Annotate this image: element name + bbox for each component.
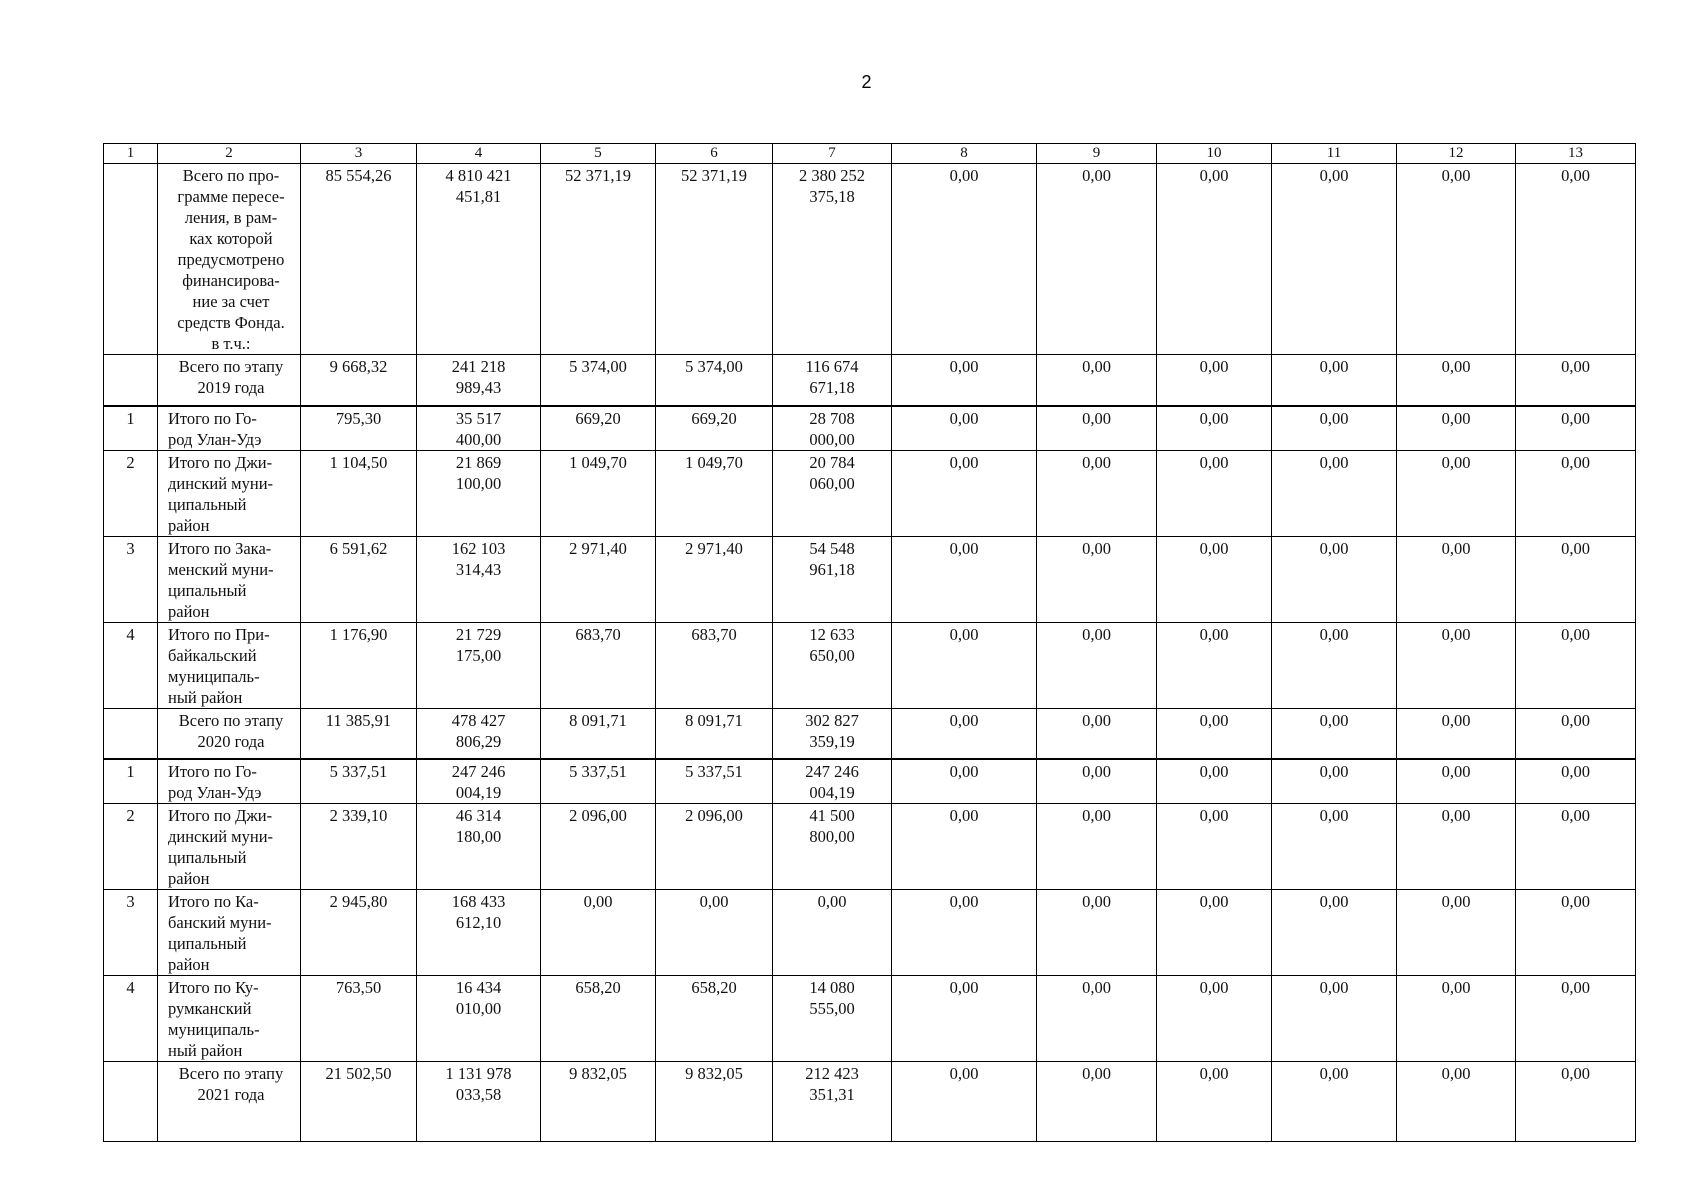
value-cell: 0,00 bbox=[1157, 450, 1272, 536]
value-cell: 0,00 bbox=[1157, 804, 1272, 890]
value-cell: 0,00 bbox=[1272, 536, 1397, 622]
row-name: Всего по этапу 2020 года bbox=[158, 708, 301, 759]
value-cell: 0,00 bbox=[892, 622, 1037, 708]
value-cell: 0,00 bbox=[1037, 708, 1157, 759]
value-cell: 41 500 800,00 bbox=[773, 804, 892, 890]
row-number bbox=[104, 164, 158, 355]
row-name: Итого по Ка- банский муни- ципальный район bbox=[158, 890, 301, 976]
value-cell: 0,00 bbox=[1397, 708, 1516, 759]
value-cell: 2 945,80 bbox=[301, 890, 417, 976]
district-row bbox=[104, 890, 1636, 976]
value-cell: 5 374,00 bbox=[541, 355, 656, 406]
value-cell: 20 784 060,00 bbox=[773, 450, 892, 536]
value-cell: 4 810 421 451,81 bbox=[417, 164, 541, 355]
row-number bbox=[104, 708, 158, 759]
value-cell: 0,00 bbox=[1272, 406, 1397, 451]
value-cell: 0,00 bbox=[1157, 622, 1272, 708]
value-cell: 0,00 bbox=[1397, 355, 1516, 406]
value-cell: 0,00 bbox=[1037, 890, 1157, 976]
value-cell: 162 103 314,43 bbox=[417, 536, 541, 622]
value-cell: 0,00 bbox=[892, 890, 1037, 976]
row-name: Всего по про- грамме пересе- ления, в рам- ках которой предусмотрено финансирова- ние за счет средств Фонда. в т.ч.: bbox=[158, 164, 301, 355]
value-cell: 0,00 bbox=[892, 1062, 1037, 1142]
row-name: Всего по этапу 2021 года bbox=[158, 1062, 301, 1142]
district-row bbox=[104, 450, 1636, 536]
value-cell: 0,00 bbox=[1037, 759, 1157, 804]
value-cell: 0,00 bbox=[1272, 355, 1397, 406]
value-cell: 0,00 bbox=[1397, 1062, 1516, 1142]
value-cell: 9 832,05 bbox=[656, 1062, 773, 1142]
value-cell: 1 104,50 bbox=[301, 450, 417, 536]
value-cell: 0,00 bbox=[892, 406, 1037, 451]
value-cell: 0,00 bbox=[1037, 1062, 1157, 1142]
district-row bbox=[104, 406, 1636, 451]
value-cell: 5 337,51 bbox=[541, 759, 656, 804]
row-number: 4 bbox=[104, 976, 158, 1062]
column-number: 10 bbox=[1157, 144, 1272, 164]
value-cell: 85 554,26 bbox=[301, 164, 417, 355]
value-cell: 0,00 bbox=[1157, 759, 1272, 804]
value-cell: 478 427 806,29 bbox=[417, 708, 541, 759]
district-row bbox=[104, 622, 1636, 708]
page-number: 2 bbox=[861, 72, 872, 92]
row-name: Итого по Джи- динский муни- ципальный район bbox=[158, 804, 301, 890]
value-cell: 0,00 bbox=[1516, 164, 1636, 355]
value-cell: 5 337,51 bbox=[301, 759, 417, 804]
value-cell: 0,00 bbox=[1272, 759, 1397, 804]
value-cell: 0,00 bbox=[1037, 355, 1157, 406]
value-cell: 683,70 bbox=[541, 622, 656, 708]
value-cell: 8 091,71 bbox=[656, 708, 773, 759]
value-cell: 0,00 bbox=[1272, 450, 1397, 536]
row-name: Итого по Го- род Улан-Удэ bbox=[158, 759, 301, 804]
value-cell: 2 096,00 bbox=[656, 804, 773, 890]
value-cell: 0,00 bbox=[1397, 406, 1516, 451]
stage-total-row bbox=[104, 708, 1636, 759]
value-cell: 0,00 bbox=[1516, 622, 1636, 708]
value-cell: 0,00 bbox=[773, 890, 892, 976]
value-cell: 1 049,70 bbox=[541, 450, 656, 536]
row-number bbox=[104, 355, 158, 406]
row-number: 2 bbox=[104, 804, 158, 890]
value-cell: 0,00 bbox=[1397, 759, 1516, 804]
value-cell: 35 517 400,00 bbox=[417, 406, 541, 451]
value-cell: 21 869 100,00 bbox=[417, 450, 541, 536]
value-cell: 0,00 bbox=[892, 708, 1037, 759]
value-cell: 9 832,05 bbox=[541, 1062, 656, 1142]
value-cell: 28 708 000,00 bbox=[773, 406, 892, 451]
value-cell: 0,00 bbox=[1516, 976, 1636, 1062]
value-cell: 14 080 555,00 bbox=[773, 976, 892, 1062]
value-cell: 8 091,71 bbox=[541, 708, 656, 759]
column-number: 11 bbox=[1272, 144, 1397, 164]
value-cell: 0,00 bbox=[1397, 890, 1516, 976]
value-cell: 212 423 351,31 bbox=[773, 1062, 892, 1142]
district-row bbox=[104, 976, 1636, 1062]
value-cell: 168 433 612,10 bbox=[417, 890, 541, 976]
column-number: 9 bbox=[1037, 144, 1157, 164]
value-cell: 46 314 180,00 bbox=[417, 804, 541, 890]
value-cell: 12 633 650,00 bbox=[773, 622, 892, 708]
value-cell: 247 246 004,19 bbox=[417, 759, 541, 804]
value-cell: 0,00 bbox=[1037, 976, 1157, 1062]
value-cell: 0,00 bbox=[1272, 708, 1397, 759]
value-cell: 0,00 bbox=[892, 536, 1037, 622]
column-number: 6 bbox=[656, 144, 773, 164]
column-number: 12 bbox=[1397, 144, 1516, 164]
column-number: 13 bbox=[1516, 144, 1636, 164]
value-cell: 2 339,10 bbox=[301, 804, 417, 890]
value-cell: 669,20 bbox=[541, 406, 656, 451]
value-cell: 658,20 bbox=[541, 976, 656, 1062]
value-cell: 0,00 bbox=[1397, 804, 1516, 890]
value-cell: 1 131 978 033,58 bbox=[417, 1062, 541, 1142]
value-cell: 2 380 252 375,18 bbox=[773, 164, 892, 355]
stage-total-row bbox=[104, 355, 1636, 406]
value-cell: 1 176,90 bbox=[301, 622, 417, 708]
value-cell: 0,00 bbox=[1397, 622, 1516, 708]
row-name: Итого по При- байкальский муниципаль- ный район bbox=[158, 622, 301, 708]
value-cell: 116 674 671,18 bbox=[773, 355, 892, 406]
value-cell: 0,00 bbox=[1157, 890, 1272, 976]
value-cell: 0,00 bbox=[892, 976, 1037, 1062]
column-number: 8 bbox=[892, 144, 1037, 164]
value-cell: 0,00 bbox=[1157, 406, 1272, 451]
district-row bbox=[104, 759, 1636, 804]
value-cell: 0,00 bbox=[1157, 1062, 1272, 1142]
column-number: 2 bbox=[158, 144, 301, 164]
value-cell: 52 371,19 bbox=[541, 164, 656, 355]
value-cell: 5 374,00 bbox=[656, 355, 773, 406]
value-cell: 0,00 bbox=[1157, 164, 1272, 355]
value-cell: 0,00 bbox=[1516, 450, 1636, 536]
value-cell: 0,00 bbox=[1272, 976, 1397, 1062]
value-cell: 0,00 bbox=[1516, 406, 1636, 451]
value-cell: 0,00 bbox=[1516, 759, 1636, 804]
row-name: Итого по Го- род Улан-Удэ bbox=[158, 406, 301, 451]
row-number bbox=[104, 1062, 158, 1142]
value-cell: 0,00 bbox=[892, 759, 1037, 804]
district-row bbox=[104, 804, 1636, 890]
value-cell: 0,00 bbox=[1037, 450, 1157, 536]
column-number: 3 bbox=[301, 144, 417, 164]
row-number: 3 bbox=[104, 890, 158, 976]
value-cell: 0,00 bbox=[656, 890, 773, 976]
value-cell: 0,00 bbox=[1516, 355, 1636, 406]
value-cell: 0,00 bbox=[892, 355, 1037, 406]
value-cell: 0,00 bbox=[1516, 804, 1636, 890]
value-cell: 302 827 359,19 bbox=[773, 708, 892, 759]
value-cell: 54 548 961,18 bbox=[773, 536, 892, 622]
column-number: 1 bbox=[104, 144, 158, 164]
row-number: 1 bbox=[104, 406, 158, 451]
row-name: Итого по Джи- динский муни- ципальный район bbox=[158, 450, 301, 536]
value-cell: 21 502,50 bbox=[301, 1062, 417, 1142]
value-cell: 0,00 bbox=[1397, 164, 1516, 355]
value-cell: 0,00 bbox=[1272, 1062, 1397, 1142]
value-cell: 0,00 bbox=[541, 890, 656, 976]
value-cell: 6 591,62 bbox=[301, 536, 417, 622]
value-cell: 0,00 bbox=[1037, 804, 1157, 890]
row-name: Итого по Зака- менский муни- ципальный район bbox=[158, 536, 301, 622]
value-cell: 0,00 bbox=[1397, 536, 1516, 622]
value-cell: 11 385,91 bbox=[301, 708, 417, 759]
row-number: 2 bbox=[104, 450, 158, 536]
value-cell: 9 668,32 bbox=[301, 355, 417, 406]
row-name: Итого по Ку- румканский муниципаль- ный район bbox=[158, 976, 301, 1062]
value-cell: 0,00 bbox=[1516, 536, 1636, 622]
value-cell: 0,00 bbox=[1272, 164, 1397, 355]
value-cell: 247 246 004,19 bbox=[773, 759, 892, 804]
value-cell: 5 337,51 bbox=[656, 759, 773, 804]
value-cell: 2 096,00 bbox=[541, 804, 656, 890]
value-cell: 1 049,70 bbox=[656, 450, 773, 536]
value-cell: 658,20 bbox=[656, 976, 773, 1062]
value-cell: 0,00 bbox=[1516, 708, 1636, 759]
value-cell: 0,00 bbox=[892, 164, 1037, 355]
district-row bbox=[104, 536, 1636, 622]
value-cell: 0,00 bbox=[1037, 164, 1157, 355]
row-number: 4 bbox=[104, 622, 158, 708]
value-cell: 52 371,19 bbox=[656, 164, 773, 355]
stage-total-row bbox=[104, 1062, 1636, 1142]
stage-total-row bbox=[104, 164, 1636, 355]
value-cell: 0,00 bbox=[1272, 622, 1397, 708]
value-cell: 0,00 bbox=[1037, 406, 1157, 451]
value-cell: 2 971,40 bbox=[541, 536, 656, 622]
value-cell: 795,30 bbox=[301, 406, 417, 451]
value-cell: 0,00 bbox=[1157, 536, 1272, 622]
row-number: 3 bbox=[104, 536, 158, 622]
row-name: Всего по этапу 2019 года bbox=[158, 355, 301, 406]
row-number: 1 bbox=[104, 759, 158, 804]
column-number: 7 bbox=[773, 144, 892, 164]
program-financing-table bbox=[103, 143, 1636, 1142]
value-cell: 0,00 bbox=[892, 450, 1037, 536]
value-cell: 0,00 bbox=[1397, 976, 1516, 1062]
column-number-row bbox=[104, 144, 1636, 164]
value-cell: 669,20 bbox=[656, 406, 773, 451]
value-cell: 0,00 bbox=[1037, 622, 1157, 708]
value-cell: 0,00 bbox=[1516, 890, 1636, 976]
value-cell: 763,50 bbox=[301, 976, 417, 1062]
value-cell: 241 218 989,43 bbox=[417, 355, 541, 406]
value-cell: 21 729 175,00 bbox=[417, 622, 541, 708]
value-cell: 683,70 bbox=[656, 622, 773, 708]
column-number: 4 bbox=[417, 144, 541, 164]
value-cell: 0,00 bbox=[1157, 976, 1272, 1062]
value-cell: 0,00 bbox=[1037, 536, 1157, 622]
value-cell: 0,00 bbox=[1397, 450, 1516, 536]
column-number: 5 bbox=[541, 144, 656, 164]
value-cell: 0,00 bbox=[1272, 890, 1397, 976]
value-cell: 16 434 010,00 bbox=[417, 976, 541, 1062]
value-cell: 0,00 bbox=[1157, 708, 1272, 759]
value-cell: 2 971,40 bbox=[656, 536, 773, 622]
value-cell: 0,00 bbox=[1157, 355, 1272, 406]
value-cell: 0,00 bbox=[892, 804, 1037, 890]
value-cell: 0,00 bbox=[1516, 1062, 1636, 1142]
value-cell: 0,00 bbox=[1272, 804, 1397, 890]
